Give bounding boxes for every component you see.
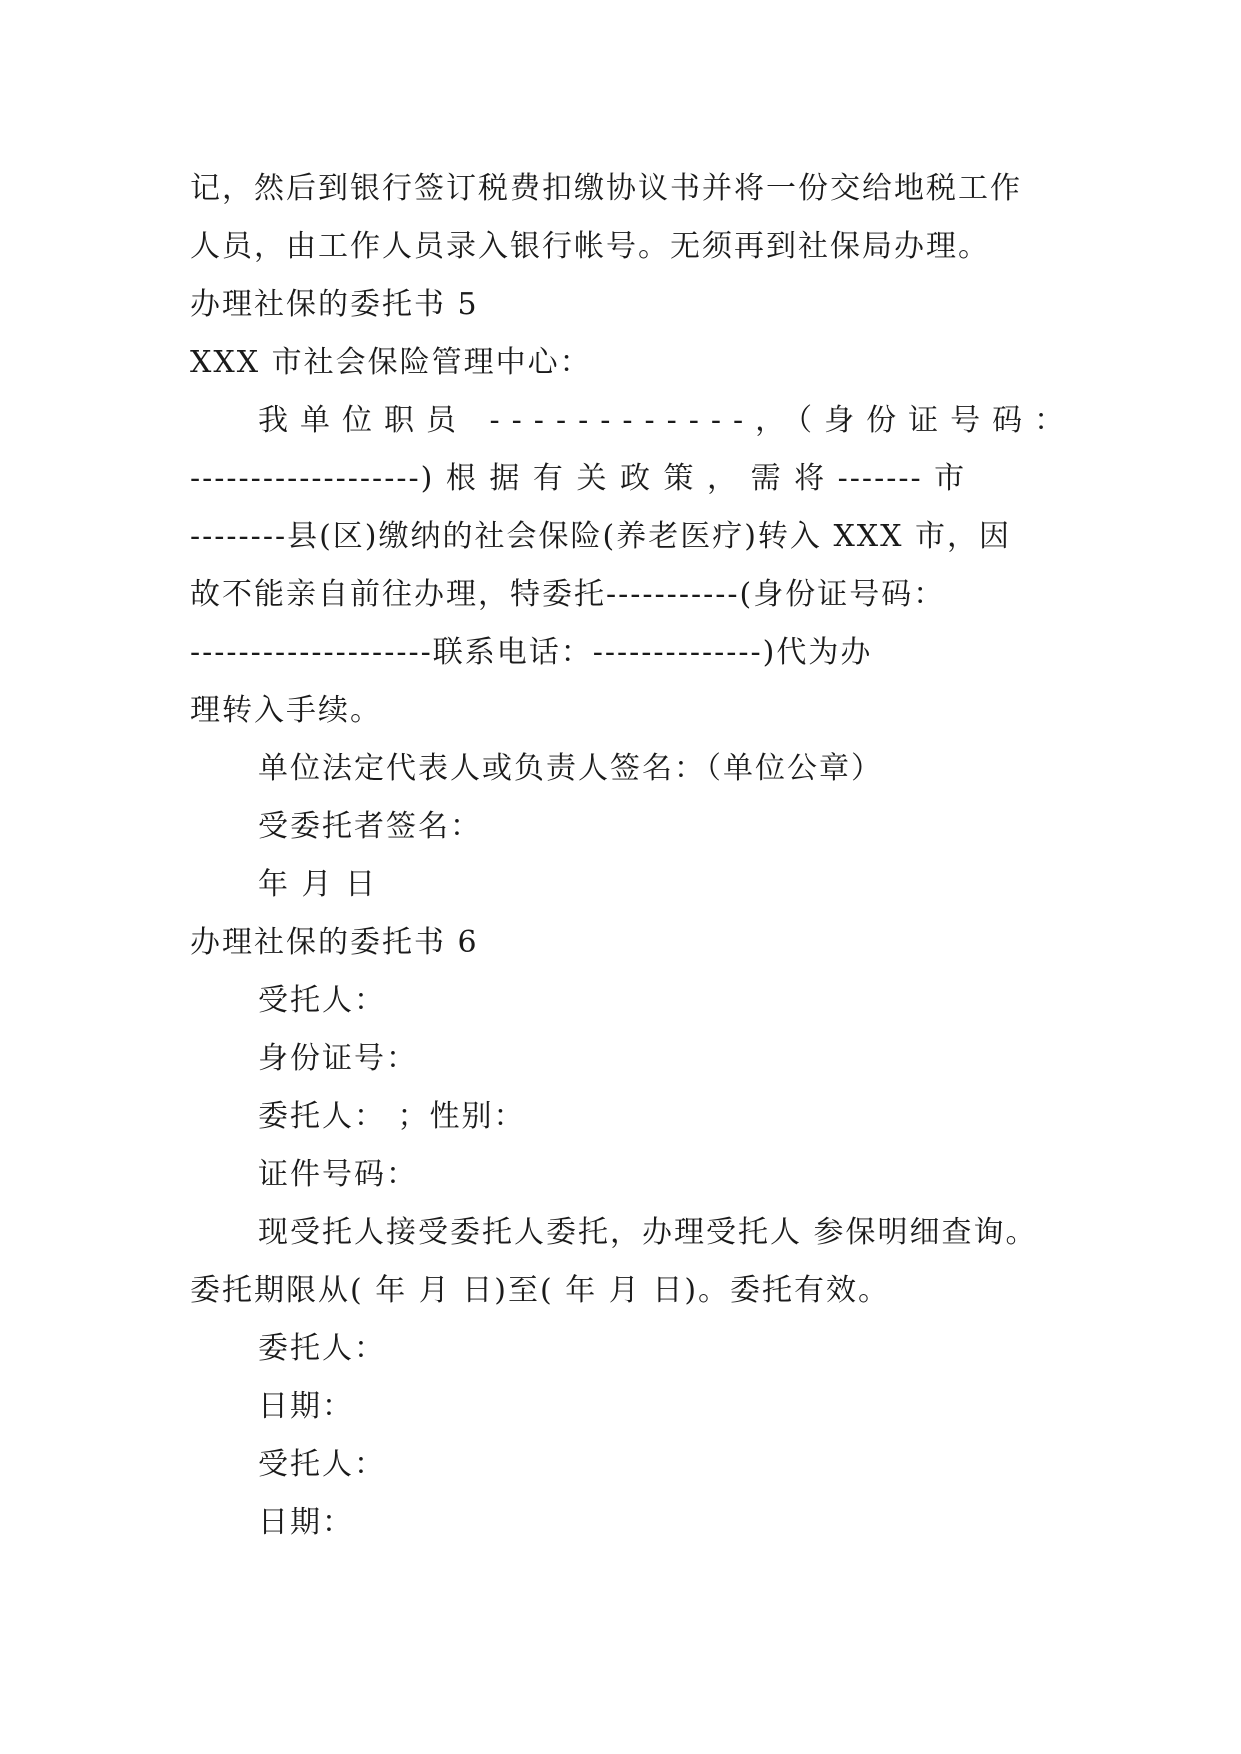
form-field: 日期： bbox=[258, 1505, 354, 1540]
form-field: 受托人： bbox=[258, 983, 386, 1018]
signature-line: 单位法定代表人或负责人签名：（单位公章） bbox=[258, 751, 883, 786]
paragraph-line: 理转入手续。 bbox=[190, 693, 382, 728]
paragraph-line: 故不能亲自前往办理，特委托-----------(身份证号码： bbox=[190, 577, 946, 612]
form-field: 委托人： bbox=[258, 1331, 386, 1366]
paragraph-line: -------------------) 根 据 有 关 政 策 ， 需 将 ------- 市 bbox=[190, 461, 967, 496]
paragraph-line: 人员，由工作人员录入银行帐号。无须再到社保局办理。 bbox=[190, 229, 990, 264]
date-line: 年 月 日 bbox=[258, 867, 378, 902]
form-field: 受托人： bbox=[258, 1447, 386, 1482]
signature-line: 受委托者签名： bbox=[258, 809, 482, 844]
paragraph-line: --------县(区)缴纳的社会保险(养老医疗)转入 XXX 市，因 bbox=[190, 519, 1012, 554]
paragraph-line: 记，然后到银行签订税费扣缴协议书并将一份交给地税工作 bbox=[190, 171, 1022, 206]
document-page bbox=[190, 160, 1077, 1552]
paragraph-line: 我单位职员 ------------，（身份证号码： bbox=[258, 403, 1077, 438]
form-field: 身份证号： bbox=[258, 1041, 418, 1076]
form-field: 证件号码： bbox=[258, 1157, 418, 1192]
form-field: 日期： bbox=[258, 1389, 354, 1424]
form-field: 委托人： ；性别： bbox=[258, 1099, 526, 1134]
section-heading: 办理社保的委托书 5 bbox=[190, 287, 479, 322]
section-heading: 办理社保的委托书 6 bbox=[190, 925, 479, 960]
paragraph-line: --------------------联系电话：--------------)代为办 bbox=[190, 635, 873, 670]
addressee: XXX 市社会保险管理中心： bbox=[190, 345, 592, 380]
paragraph-line: 委托期限从( 年 月 日)至( 年 月 日)。委托有效。 bbox=[190, 1273, 891, 1308]
paragraph-line: 现受托人接受委托人委托，办理受托人 参保明细查询。 bbox=[258, 1215, 1038, 1250]
